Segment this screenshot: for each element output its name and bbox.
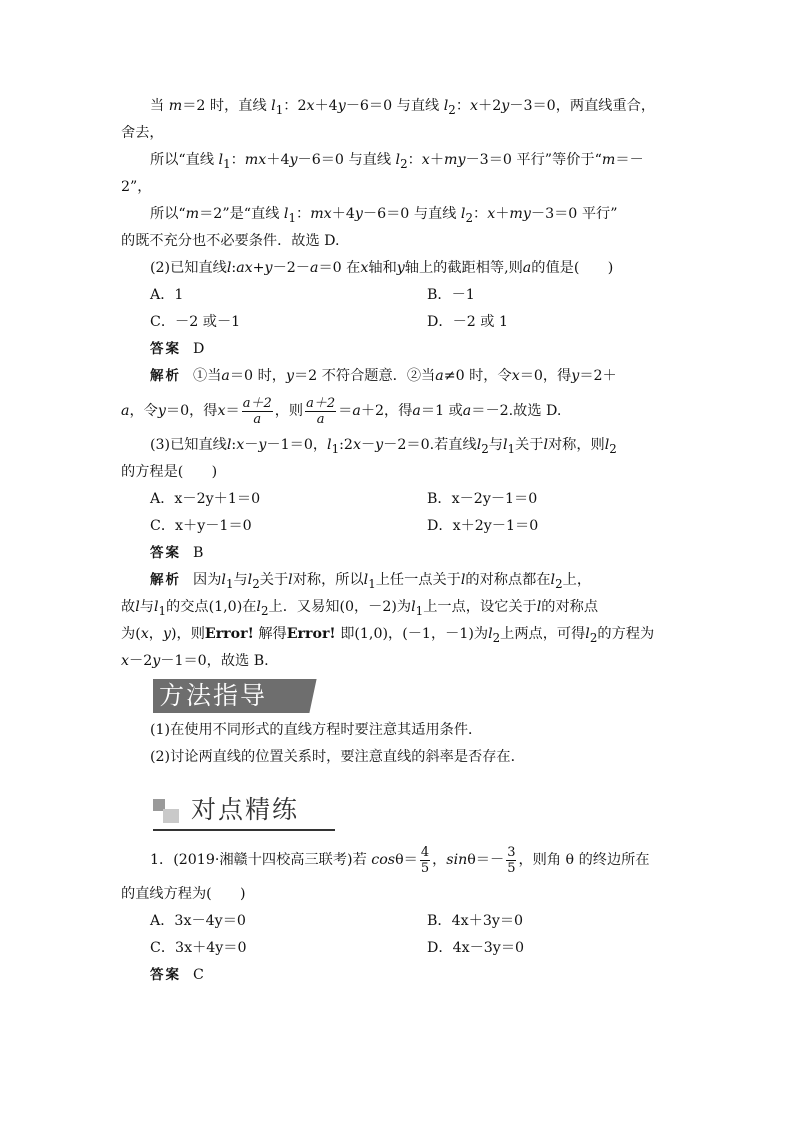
math-var: x	[360, 260, 369, 276]
numerator: a＋2	[242, 395, 272, 411]
option-c: C．3x＋4y＝0	[150, 940, 247, 956]
subscript: 1	[225, 576, 234, 591]
math-var: x	[217, 403, 226, 419]
subscript: 1	[288, 210, 296, 225]
method-tip: (2)讨论两直线的位置关系时，要注意直线的斜率是否存在．	[150, 749, 525, 765]
text: 为(	[121, 626, 141, 642]
subscript: 1	[158, 603, 167, 618]
math-var: y	[152, 653, 161, 669]
math-var: l	[271, 98, 276, 114]
text: ，	[432, 852, 447, 868]
analysis-label: 解析	[150, 572, 181, 588]
text: ＝0，得	[519, 368, 572, 384]
math-var: l	[221, 572, 226, 588]
text: :2	[339, 437, 353, 453]
text: ：	[455, 98, 471, 114]
options-row	[121, 935, 675, 962]
analysis-line	[121, 363, 675, 390]
math-var: l	[536, 599, 542, 615]
subscript: 2	[260, 603, 269, 618]
question-stem	[121, 255, 675, 282]
text: 对称，则	[547, 437, 605, 453]
fraction	[420, 845, 430, 876]
section-square-icon	[153, 799, 179, 823]
math-var: l	[288, 572, 293, 588]
subscript: 2	[555, 576, 563, 591]
text: 故	[121, 599, 136, 615]
text: 与	[488, 437, 503, 453]
analysis-line	[121, 390, 675, 432]
text: －2	[129, 653, 153, 669]
math-var: a	[121, 403, 130, 419]
text: 的对称点	[541, 599, 599, 615]
options-row	[121, 513, 675, 540]
text: －3＝0 平行”	[530, 206, 618, 222]
text: 的值是( )	[531, 260, 614, 276]
math-var: x	[421, 152, 430, 168]
text: 上一点，设它关于	[423, 599, 537, 615]
option-b: B．－1	[427, 287, 475, 303]
text: 上任一点关于	[375, 572, 461, 588]
answer-line	[121, 336, 675, 363]
denominator: 5	[507, 860, 516, 876]
denominator: 5	[420, 860, 430, 876]
text: 1．(2019·湘赣十四校高三联考)若	[150, 852, 372, 868]
math-var: a	[221, 368, 230, 384]
numerator: a＋2	[306, 395, 336, 411]
text: ＋4	[331, 206, 355, 222]
math-var: y	[157, 403, 166, 419]
answer-value: C	[193, 967, 204, 983]
text: ＋4	[266, 152, 290, 168]
math-var: a	[435, 368, 444, 384]
math-var: y	[571, 368, 580, 384]
math-var: y	[501, 98, 510, 114]
math-func: sin	[446, 852, 468, 868]
text: ＋	[429, 152, 445, 168]
text: 关于	[515, 437, 544, 453]
option-a: A．1	[150, 287, 184, 303]
text: ：2	[283, 98, 307, 114]
analysis-line	[121, 621, 675, 648]
text: ，令	[129, 403, 158, 419]
math-var: ax	[236, 260, 253, 276]
text: ＝	[225, 403, 240, 419]
math-var: l	[363, 572, 369, 588]
math-var: y	[264, 260, 273, 276]
text: 上两点，可得	[500, 626, 586, 642]
option-d: D．x＋2y－1＝0	[427, 518, 539, 534]
text: ：	[472, 206, 488, 222]
math-var: y	[258, 437, 267, 453]
math-var: l	[247, 572, 253, 588]
question-stem	[121, 432, 675, 459]
text: 轴上的截距相等,则	[404, 260, 523, 276]
options-row	[121, 309, 675, 336]
math-var: a	[412, 403, 421, 419]
option-c: C．x＋y－1＝0	[150, 518, 252, 534]
options-row	[121, 486, 675, 513]
text: 对称，所以	[292, 572, 364, 588]
math-var: y	[337, 98, 346, 114]
math-var: l	[585, 626, 590, 642]
math-var: mx	[244, 152, 267, 168]
math-var: l	[443, 98, 449, 114]
answer-line	[121, 962, 675, 989]
subscript: 2	[492, 630, 501, 645]
text-line: 2”，	[121, 179, 152, 195]
text: ＝0 时，	[229, 368, 286, 384]
fraction	[242, 396, 273, 427]
math-var: a	[309, 260, 319, 276]
math-func: cos	[371, 852, 396, 868]
text: 解得	[258, 626, 287, 642]
text: －2－	[272, 260, 310, 276]
math-var: l	[604, 437, 610, 453]
subscript: 2	[465, 210, 473, 225]
error-text: Error!	[286, 626, 336, 642]
text: 的交点(1,0)在	[166, 599, 257, 615]
text: ＋2，得	[360, 403, 413, 419]
math-var: m	[185, 206, 200, 222]
math-var: l	[488, 626, 493, 642]
math-var: a	[462, 403, 472, 419]
option-c: C．－2 或－1	[150, 314, 241, 330]
text: －6＝0 与直线	[345, 98, 444, 114]
subscript: 1	[331, 441, 340, 456]
option-d: D．－2 或 1	[427, 314, 509, 330]
text: ＝－2.故选 D.	[471, 403, 562, 419]
math-var: l	[283, 206, 289, 222]
text: )，则	[170, 626, 205, 642]
text: ＝－	[615, 152, 644, 168]
text: －1＝0，	[266, 437, 328, 453]
method-banner	[121, 679, 675, 717]
math-var: y	[396, 260, 405, 276]
text: －3＝0 平行”等价于“	[465, 152, 602, 168]
math-var: x	[236, 437, 245, 453]
analysis-line	[121, 648, 675, 675]
text: ＝1 或	[420, 403, 463, 419]
text-line: 的既不充分也不必要条件．故选 D.	[121, 233, 340, 249]
text: ＝2”是“直线	[199, 206, 284, 222]
math-var: m	[601, 152, 616, 168]
fraction	[305, 396, 336, 427]
math-var: l	[460, 206, 466, 222]
text: 与	[139, 599, 154, 615]
option-b: B．x－2y－1＝0	[427, 491, 538, 507]
document-body	[121, 93, 675, 989]
math-var: y	[162, 626, 171, 642]
math-var: l	[327, 437, 332, 453]
text: ＝2＋	[579, 368, 617, 384]
math-var: y	[285, 368, 294, 384]
math-var: l	[256, 599, 261, 615]
math-var: x	[352, 437, 361, 453]
options-row	[121, 282, 675, 309]
text: 轴和	[368, 260, 397, 276]
answer-line	[121, 540, 675, 567]
math-var: x	[306, 98, 315, 114]
text: －	[360, 437, 376, 453]
math-var: l	[460, 572, 466, 588]
text: ，则角 θ 的终边所在	[518, 852, 650, 868]
math-var: x	[140, 626, 149, 642]
text: ＝2 时，直线	[182, 98, 272, 114]
analysis-line	[121, 594, 675, 621]
math-var: my	[444, 152, 466, 168]
text: ＝2 不符合题意．②当	[293, 368, 436, 384]
text: ①当	[193, 368, 222, 384]
subscript: 1	[368, 576, 376, 591]
text: ＋2	[478, 98, 502, 114]
analysis-label: 解析	[150, 368, 181, 384]
text: －2＝0.若直线	[383, 437, 477, 453]
math-var: y	[354, 206, 363, 222]
text: 与	[233, 572, 248, 588]
text: －	[244, 437, 259, 453]
practice-title: 对点精练	[191, 795, 300, 824]
math-var: my	[509, 206, 531, 222]
option-d: D．4x－3y＝0	[427, 940, 525, 956]
text: 上，	[562, 572, 592, 588]
math-var: y	[375, 437, 384, 453]
method-tip: (1)在使用不同形式的直线方程时要注意其适用条件．	[150, 722, 483, 738]
question-stem: 的方程是( )	[121, 464, 218, 480]
text: ＝0 在	[318, 260, 361, 276]
math-var: x	[511, 368, 520, 384]
text: 关于	[259, 572, 289, 588]
subscript: 2	[481, 441, 489, 456]
math-var: l	[218, 152, 224, 168]
option-a: A．3x－4y＝0	[150, 913, 246, 929]
subscript: 2	[448, 102, 456, 117]
question-stem	[121, 839, 675, 881]
text-line: 舍去，	[121, 125, 164, 141]
math-var: l	[550, 572, 556, 588]
text: 即(1,0)，(－1，－1)为	[340, 626, 489, 642]
text: 的对称点都在	[465, 572, 551, 588]
math-var: l	[226, 437, 232, 453]
math-var: x	[487, 206, 496, 222]
fraction	[506, 845, 516, 876]
analysis-line	[121, 567, 675, 594]
math-var: l	[226, 260, 232, 276]
subscript: 2	[400, 156, 408, 171]
math-var: a	[522, 260, 532, 276]
subscript: 2	[609, 441, 617, 456]
math-var: l	[543, 437, 548, 453]
denominator: a	[253, 411, 262, 427]
math-var: a	[352, 403, 361, 419]
text: －1＝0，故选 B.	[160, 653, 269, 669]
text: ：	[295, 206, 311, 222]
text: :	[231, 260, 237, 276]
text: ：	[230, 152, 245, 168]
answer-value: D	[193, 341, 205, 357]
text: －6＝0 与直线	[362, 206, 461, 222]
text: －3＝0，两直线重合，	[509, 98, 656, 114]
denominator: a	[316, 411, 325, 427]
text: (3)已知直线	[150, 437, 227, 453]
math-var: x	[121, 653, 130, 669]
text: :	[231, 437, 237, 453]
text: θ＝	[395, 852, 418, 868]
text: 所以“直线	[150, 152, 219, 168]
numerator: 3	[507, 844, 516, 860]
math-var: mx	[310, 206, 332, 222]
options-row	[121, 908, 675, 935]
math-var: l	[135, 599, 140, 615]
math-var: l	[476, 437, 482, 453]
text: ＋4	[314, 98, 338, 114]
practice-header	[121, 791, 675, 839]
subscript: 1	[415, 603, 424, 618]
text: θ＝－	[467, 852, 505, 868]
text: ＋	[495, 206, 510, 222]
math-var: x	[470, 98, 479, 114]
math-var: l	[153, 599, 159, 615]
answer-label: 答案	[150, 341, 181, 357]
text: 当	[150, 98, 165, 114]
error-text: Error!	[204, 626, 254, 642]
text: 的方程为	[597, 626, 655, 642]
subscript: 2	[589, 630, 598, 645]
subscript: 1	[223, 156, 231, 171]
text-line	[121, 93, 675, 120]
question-stem: 的直线方程为( )	[121, 886, 246, 902]
subscript: 1	[275, 102, 284, 117]
math-var: m	[168, 98, 183, 114]
answer-label: 答案	[150, 545, 181, 561]
text: ，则	[274, 403, 304, 419]
math-var: l	[502, 437, 508, 453]
text: 所以“	[150, 206, 186, 222]
text: ＝0，得	[165, 403, 218, 419]
text: 因为	[193, 572, 222, 588]
section-divider	[153, 829, 335, 831]
text-line	[121, 147, 675, 174]
text: ＝	[338, 403, 353, 419]
text: +	[252, 260, 265, 276]
text: ≠0 时，令	[443, 368, 512, 384]
answer-value: B	[193, 545, 204, 561]
text: －6＝0 与直线	[297, 152, 396, 168]
option-b: B．4x＋3y＝0	[427, 913, 524, 929]
text: ：	[407, 152, 422, 168]
math-var: l	[395, 152, 401, 168]
subscript: 2	[252, 576, 260, 591]
method-banner-title: 方法指导	[153, 679, 305, 713]
subscript: 1	[507, 441, 516, 456]
option-a: A．x－2y＋1＝0	[150, 491, 261, 507]
math-var: l	[411, 599, 416, 615]
text-line	[121, 201, 675, 228]
answer-label: 答案	[150, 967, 181, 983]
numerator: 4	[420, 844, 430, 860]
text: 上．又易知(0，－2)为	[268, 599, 412, 615]
text: (2)已知直线	[150, 260, 227, 276]
math-var: y	[289, 152, 298, 168]
text: ，	[148, 626, 163, 642]
